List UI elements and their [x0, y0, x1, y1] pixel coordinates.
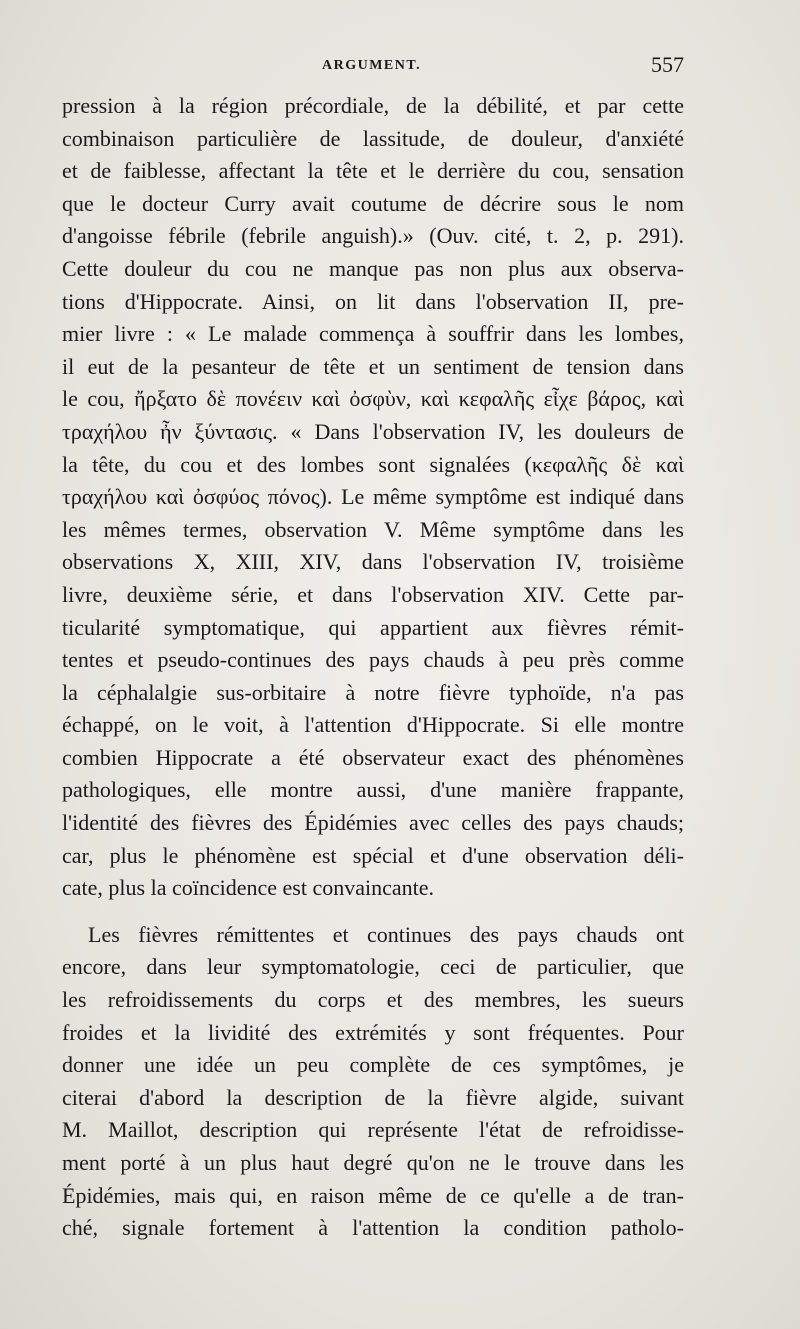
text-line: ment porté à un plus haut degré qu'on ne le trouve dans les — [62, 1150, 684, 1175]
text-line: encore, dans leur symptomatologie, ceci de particulier, que — [62, 954, 684, 980]
text-line: pathologiques, elle montre aussi, d'une manière frappante, — [62, 777, 684, 803]
text-line: Les fièvres rémittentes et continues des pays chauds ont — [88, 921, 684, 947]
text-line: donner une idée un peu complète de ces symptômes, je — [62, 1052, 684, 1078]
page-number: 557 — [651, 52, 684, 77]
text-line: que le docteur Curry avait coutume de décrire sous le nom — [62, 190, 684, 216]
text-line: froides et la lividité des extrémités y sont fréquentes. Pour — [62, 1019, 684, 1045]
text-line: pression à la région précordiale, de la débilité, et par cette — [62, 93, 684, 118]
text-line: M. Maillot, description qui représente l'état de refroidisse- — [62, 1117, 684, 1143]
paragraph-gap — [62, 905, 684, 919]
text-line: car, plus le phénomène est spécial et d'une observation déli- — [62, 842, 684, 868]
text-line: ché, signale fortement à l'attention la condition patholo- — [62, 1215, 684, 1241]
text-line: observations X, XIII, XIV, dans l'observation IV, troisième — [62, 549, 684, 575]
body-text — [62, 90, 684, 1245]
text-line: combien Hippocrate a été observateur exact des phénomènes — [62, 744, 684, 770]
text-line: mier livre : « Le malade commença à souffrir dans les lombes, — [62, 321, 684, 347]
text-line: l'identité des fièvres des Épidémies avec celles des pays chauds; — [62, 810, 684, 836]
text-line: Épidémies, mais qui, en raison même de ce qu'elle a de tran- — [62, 1182, 684, 1208]
running-title: ARGUMENT. — [322, 58, 422, 73]
text-line: et de faiblesse, affectant la tête et le derrière du cou, sensation — [62, 158, 684, 184]
text-line: livre, deuxième série, et dans l'observation XIV. Cette par- — [62, 581, 684, 607]
text-line: ticularité symptomatique, qui appartient aux fièvres rémit- — [62, 614, 684, 640]
text-line: tions d'Hippocrate. Ainsi, on lit dans l'observation II, pre- — [62, 288, 684, 314]
text-line-greek: τραχήλου καὶ ὀσφύος πόνος). Le même symptôme est indiqué dans — [62, 484, 684, 510]
text-line: tentes et pseudo-continues des pays chauds à peu près comme — [62, 647, 684, 673]
text-line: d'angoisse fébrile (febrile anguish).» (Ouv. cité, t. 2, p. 291). — [62, 223, 684, 249]
text-line: citerai d'abord la description de la fièvre algide, suivant — [62, 1084, 684, 1110]
text-line-greek: τραχήλου ἦν ξύντασις. « Dans l'observation IV, les douleurs de — [62, 418, 684, 444]
paragraph-2 — [62, 919, 684, 1245]
text-line: il eut de la pesanteur de tête et un sentiment de tension dans — [62, 353, 684, 379]
text-line: la céphalalgie sus-orbitaire à notre fièvre typhoïde, n'a pas — [62, 679, 684, 705]
text-line-greek: la tête, du cou et des lombes sont signalées (κεφαλῆς δὲ καὶ — [62, 451, 684, 477]
text-line: cate, plus la coïncidence est convaincante. — [62, 875, 434, 901]
page-header — [62, 52, 684, 82]
text-line: Cette douleur du cou ne manque pas non plus aux observa- — [62, 255, 684, 281]
text-line: combinaison particulière de lassitude, de douleur, d'anxiété — [62, 125, 684, 151]
text-line: échappé, on le voit, à l'attention d'Hippocrate. Si elle montre — [62, 712, 684, 738]
text-line-greek: le cou, ἤρξατο δὲ πονέειν καὶ ὀσφὺν, καὶ κεφαλῆς εἶχε βάρος, καὶ — [62, 386, 684, 412]
paragraph-1 — [62, 90, 684, 905]
text-line: les refroidissements du corps et des membres, les sueurs — [62, 987, 684, 1013]
text-line: les mêmes termes, observation V. Même symptôme dans les — [62, 516, 684, 542]
